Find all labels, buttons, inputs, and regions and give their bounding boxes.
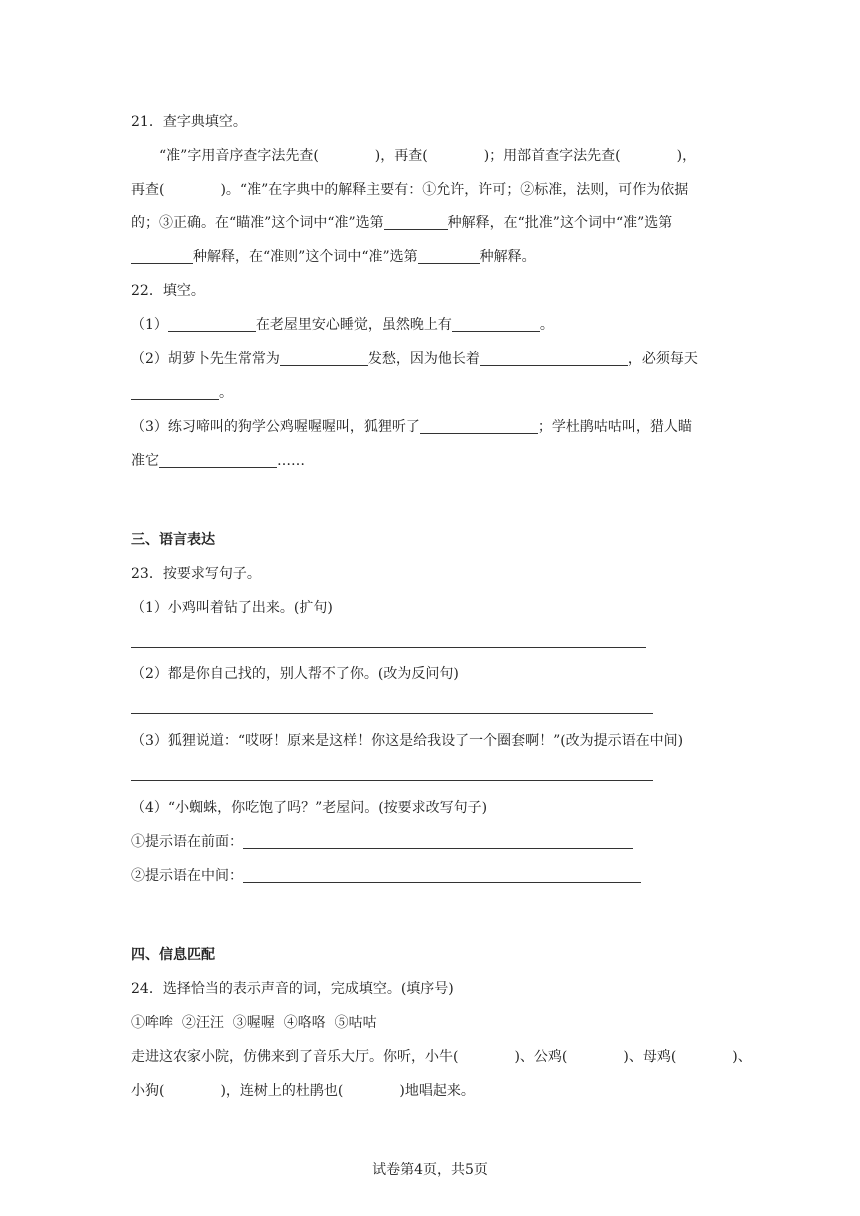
q23-part-2: （2）都是你自己找的，别人帮不了你。(改为反问句): [131, 666, 459, 682]
q22-part-3-text-b: ；学杜鹃咕咕叫，猎人瞄: [537, 419, 692, 435]
answer-blank[interactable]: [243, 867, 641, 883]
answer-blank[interactable]: [131, 248, 193, 264]
q22-part-3-end: ……: [277, 453, 305, 469]
q23-part-3: （3）狐狸说道：“哎呀！原来是这样！你这是给我设了一个圈套啊！”(改为提示语在中间): [131, 733, 684, 749]
q22-part-3-cont: [131, 451, 305, 471]
q22-part-2-text-c: ，必须每天: [627, 351, 698, 367]
q23-part-1: （1）小鸡叫着钻了出来。(扩句): [131, 600, 333, 616]
q23-part-4b-label: ②提示语在中间：: [131, 868, 243, 884]
answer-blank[interactable]: [384, 214, 448, 230]
section-4-heading: 四、信息匹配: [131, 947, 215, 963]
answer-line[interactable]: [131, 713, 653, 714]
q21-line-3: [131, 213, 672, 233]
answer-blank[interactable]: [243, 833, 633, 849]
q22-part-2-text-b: 发愁，因为他长着: [367, 351, 480, 367]
q22-part-1-label: （1）: [131, 317, 168, 333]
q22-part-3: [131, 417, 692, 437]
q23-part-4a-label: ①提示语在前面：: [131, 834, 243, 850]
answer-blank[interactable]: [280, 350, 368, 366]
page-footer: 试卷第4页，共5页: [372, 1162, 488, 1178]
answer-line[interactable]: [131, 647, 646, 648]
answer-blank[interactable]: [480, 350, 628, 366]
q22-part-1-end: 。: [539, 317, 554, 333]
answer-blank[interactable]: [452, 316, 540, 332]
q23-part-4a: [131, 832, 633, 852]
q23-title: 23．按要求写句子。: [131, 566, 261, 582]
q24-title: 24．选择恰当的表示声音的词，完成填空。(填序号): [131, 981, 454, 997]
q24-line-1: 走进这农家小院，仿佛来到了音乐大厅。你听，小牛( )、公鸡( )、母鸡( )、: [131, 1049, 752, 1065]
q24-line-2: 小狗( )，连树上的杜鹃也( )地唱起来。: [131, 1083, 475, 1099]
q21-line-1: “准”字用音序查字法先查( )，再查( )；用部首查字法先查( )，: [159, 148, 697, 164]
q21-line-3-text-a: 的；③正确。在“瞄准”这个词中“准”选第: [131, 215, 384, 231]
answer-line[interactable]: [131, 780, 653, 781]
answer-blank[interactable]: [420, 418, 538, 434]
q22-part-1: [131, 315, 554, 335]
q22-part-2: [131, 349, 698, 369]
q23-part-4: （4）“小蜘蛛，你吃饱了吗？”老屋问。(按要求改写句子): [131, 800, 488, 816]
q22-title: 22．填空。: [131, 283, 205, 299]
q21-line-4-text-a: 种解释，在“准则”这个词中“准”选第: [193, 249, 418, 265]
q24-options: ①哞哞 ②汪汪 ③喔喔 ④咯咯 ⑤咕咕: [131, 1015, 377, 1031]
answer-blank[interactable]: [159, 452, 277, 468]
q22-part-2-cont: [131, 383, 233, 403]
q21-line-2: 再查( )。“准”在字典中的解释主要有：①允许，许可；②标准，法则，可作为依据: [131, 182, 689, 198]
q22-part-2-end: 。: [219, 385, 233, 401]
q22-part-3-text-a: （3）练习啼叫的狗学公鸡喔喔喔叫，狐狸听了: [131, 419, 420, 435]
q21-line-4-text-b: 种解释。: [479, 249, 536, 265]
q23-part-4b: [131, 866, 641, 886]
answer-blank[interactable]: [168, 316, 256, 332]
q22-part-3-text-c: 准它: [131, 453, 159, 469]
q22-part-2-text-a: （2）胡萝卜先生常常为: [131, 351, 280, 367]
q21-line-3-text-b: 种解释，在“批准”这个词中“准”选第: [447, 215, 673, 231]
q21-line-4: [131, 247, 536, 267]
answer-blank[interactable]: [418, 248, 480, 264]
q22-part-1-text: 在老屋里安心睡觉，虽然晚上有: [255, 317, 452, 333]
section-3-heading: 三、语言表达: [131, 532, 215, 548]
q21-title: 21．查字典填空。: [131, 114, 247, 130]
answer-blank[interactable]: [131, 384, 219, 400]
